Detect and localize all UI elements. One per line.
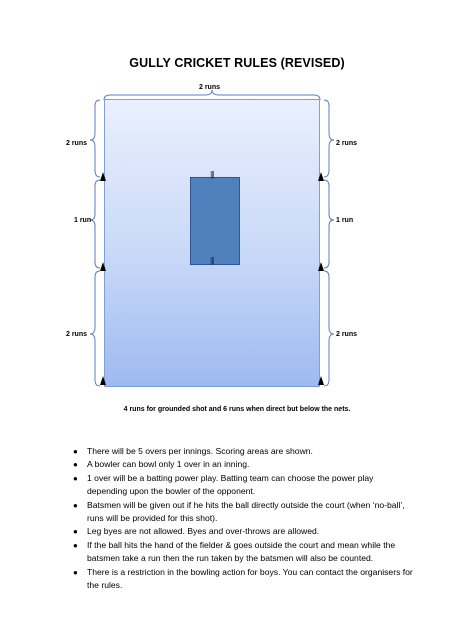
marker-right-2 [318, 262, 324, 271]
list-item [73, 539, 413, 566]
right-runs-label-bottom: 2 runs [336, 331, 358, 338]
bullet-icon: ● [73, 540, 78, 550]
marker-left-1 [100, 172, 106, 181]
list-item [73, 445, 413, 458]
left-runs-label-top: 2 runs [66, 140, 88, 147]
bullet-icon: ● [73, 527, 78, 537]
list-item [73, 525, 413, 538]
left-runs-label-bottom: 2 runs [66, 331, 88, 338]
right-runs-label-top: 2 runs [336, 140, 358, 147]
top-runs-label: 2 runs [199, 84, 221, 91]
bullet-icon: ● [73, 567, 78, 577]
right-runs-label-middle: 1 run [336, 217, 354, 224]
rule-text: There is a restriction in the bowling action for boys. You can contact the organisers for the rules. [87, 566, 413, 591]
bullet-icon: ● [73, 460, 78, 470]
scoring-note: 4 runs for grounded shot and 6 runs when direct but below the nets. [123, 406, 351, 413]
rule-text: Leg byes are not allowed. Byes and over-throws are allowed. [87, 526, 320, 537]
rule-text: Batsmen will be given out if he hits the ball directly outside the court (when ‘no-ball’, runs will be provided for this shot). [87, 499, 405, 524]
rules-list [73, 445, 413, 592]
left-runs-label-middle: 1 run [74, 217, 92, 224]
bullet-icon: ● [73, 473, 78, 483]
list-item [73, 458, 413, 471]
list-item [73, 499, 413, 526]
stumps-top: ||| [210, 170, 214, 179]
rule-text: There will be 5 overs per innings. Scoring areas are shown. [87, 446, 313, 456]
rule-text: If the ball hits the hand of the fielder & goes outside the court and mean while the batsmen take a run then the run taken by the batsmen will also be counted. [87, 539, 396, 564]
page-title: GULLY CRICKET RULES (REVISED) [129, 56, 345, 70]
marker-right-3 [318, 376, 324, 385]
list-item [73, 472, 413, 499]
bullet-icon: ● [73, 447, 78, 456]
marker-left-3 [100, 376, 106, 385]
marker-left-2 [100, 262, 106, 271]
stumps-bottom: ||| [210, 256, 214, 265]
bullet-icon: ● [73, 500, 78, 510]
marker-right-1 [318, 172, 324, 181]
list-item [73, 566, 413, 593]
rule-text: A bowler can bowl only 1 over in an inning. [87, 459, 250, 470]
rule-text: 1 over will be a batting power play. Batting team can choose the power play depending upon the bowler of the opponent. [87, 472, 374, 497]
